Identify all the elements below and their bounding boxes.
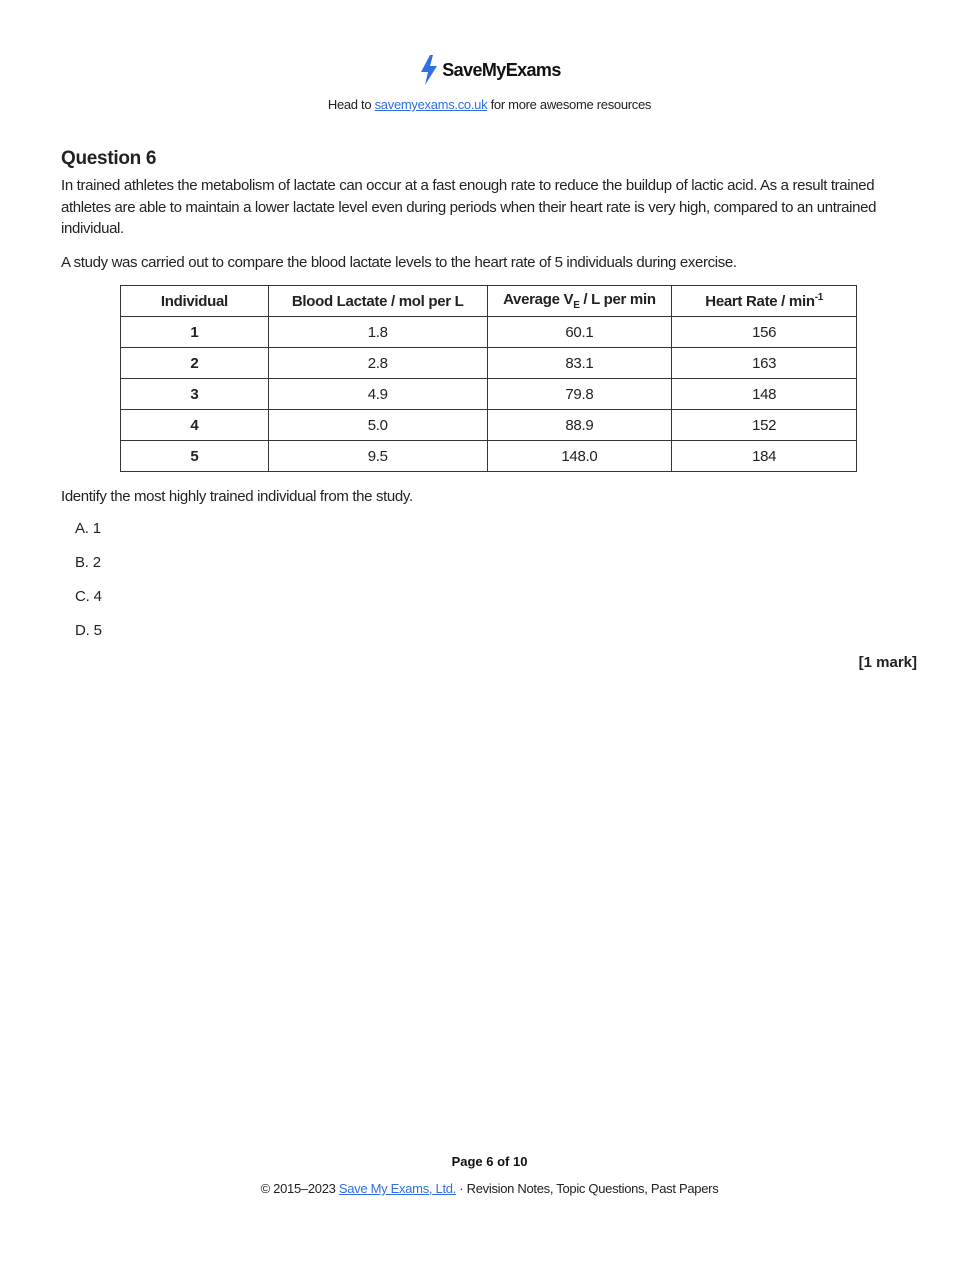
cell-individual: 3	[121, 379, 269, 410]
copyright-suffix: · Revision Notes, Topic Questions, Past Papers	[456, 1181, 719, 1196]
option-d[interactable]: D. 5	[75, 621, 102, 639]
option-b[interactable]: B. 2	[75, 553, 101, 571]
header-blood-lactate: Blood Lactate / mol per L	[268, 286, 487, 317]
cell-individual: 5	[121, 441, 269, 472]
header-heart-rate: Heart Rate / $\min^{-1}$	[672, 286, 857, 317]
cell-individual: 4	[121, 410, 269, 441]
results-table	[120, 285, 857, 472]
option-a[interactable]: A. 1	[75, 519, 101, 537]
header-average-ve: Average $V_E$ / L per min	[487, 286, 672, 317]
savemyexams-logo[interactable]	[418, 54, 561, 86]
savemyexams-link[interactable]: savemyexams.co.uk	[374, 97, 488, 112]
table-row	[121, 441, 857, 472]
question-title: Question 6	[61, 148, 157, 169]
cell-heart-rate: 184	[672, 441, 857, 472]
cell-lactate: 5.0	[268, 410, 487, 441]
cell-ve: 88.9	[487, 410, 672, 441]
marks-label: [1 mark]	[858, 653, 917, 671]
table-row	[121, 348, 857, 379]
cell-ve: 83.1	[487, 348, 672, 379]
cell-lactate: 2.8	[268, 348, 487, 379]
savemyexams-ltd-link[interactable]: Save My Exams, Ltd.	[338, 1181, 456, 1196]
cell-heart-rate: 148	[672, 379, 857, 410]
question-content	[61, 148, 917, 671]
cell-ve: 60.1	[487, 317, 672, 348]
copyright-prefix: © 2015–2023	[260, 1181, 339, 1196]
cell-individual: 2	[121, 348, 269, 379]
cell-ve: 148.0	[487, 441, 672, 472]
question-prompt: Identify the most highly trained individual from the study.	[61, 488, 413, 505]
answer-options	[61, 520, 917, 641]
cell-lactate: 9.5	[268, 441, 487, 472]
cell-lactate: 4.9	[268, 379, 487, 410]
cell-heart-rate: 163	[672, 348, 857, 379]
page-footer	[0, 1154, 979, 1196]
option-c[interactable]: C. 4	[75, 587, 102, 605]
page-number: Page 6 of 10	[451, 1154, 528, 1169]
cell-lactate: 1.8	[268, 317, 487, 348]
head-prefix: Head to	[327, 97, 375, 112]
study-description: A study was carried out to compare the blood lactate levels to the heart rate of 5 individuals during exercise.	[61, 253, 737, 271]
header-individual: Individual	[121, 286, 269, 317]
table-row	[121, 379, 857, 410]
table-header-row	[121, 286, 857, 317]
cell-ve: 79.8	[487, 379, 672, 410]
copyright-line	[0, 1181, 979, 1196]
brand-name: SaveMyExams	[442, 59, 561, 80]
cell-individual: 1	[121, 317, 269, 348]
cell-heart-rate: 156	[672, 317, 857, 348]
lightning-bolt-icon	[418, 54, 440, 86]
page-header	[0, 54, 979, 112]
table-row	[121, 317, 857, 348]
head-suffix: for more awesome resources	[487, 97, 652, 112]
cell-heart-rate: 152	[672, 410, 857, 441]
table-row	[121, 410, 857, 441]
question-intro: In trained athletes the metabolism of lactate can occur at a fast enough rate to reduce the buildup of lactic acid. As a result trained athletes are able to maintain a lower lactate level even during periods when their heart rate is very high, compared to an untrained individual.	[61, 177, 877, 237]
resources-line	[0, 97, 979, 112]
